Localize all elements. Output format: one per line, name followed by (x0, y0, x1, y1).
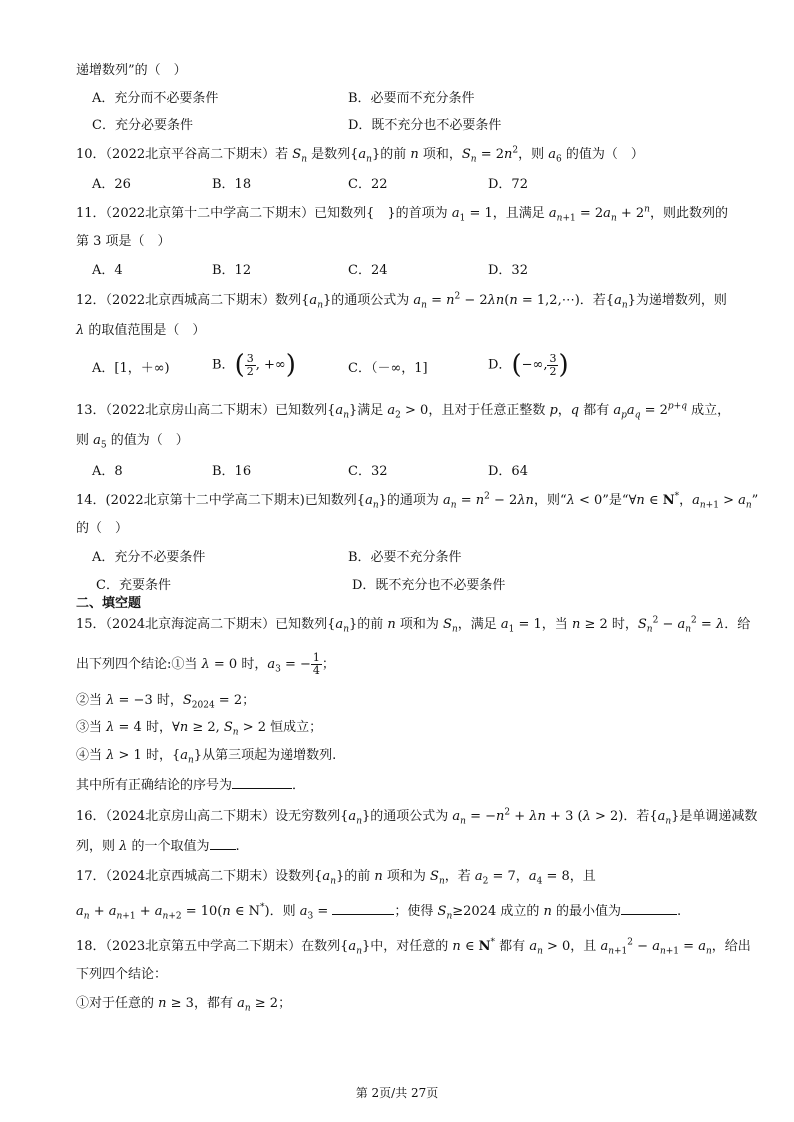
q15-number: 15． (76, 617, 106, 632)
answer-blank[interactable] (210, 837, 236, 850)
page-footer: 第 2页/共 27页 (355, 1086, 439, 1100)
q9-continuation: 递增数列”的（ ） (76, 63, 187, 78)
q18-source: （2023北京第五中学高二下期末） (105, 939, 302, 954)
q14-stem: 14．(2022北京第十二中学高二下期末)已知数列$\{a_n\}$的通项为 $a_n = n^2 - 2\lambda n$，则“λ < 0”是“∀n ∈ N*，$a_{n+1} > a_n$” (76, 491, 759, 511)
q17-stem-line2: $a_n + a_{n+1} + a_{n+2} = 10(n$ ∈ N*)．则 $a_3$ = ；使得 $S_n\ge 2024$ 成立的 n 的最小值为 . (76, 902, 682, 922)
q16-stem-line2: 列，则 λ 的一个取值为 . (76, 839, 240, 854)
q12-option-c: C．（－∞，1] (348, 361, 428, 376)
section-fill-in-blank: 二、填空题 (76, 596, 142, 611)
q12-stem-line2: λ 的取值范围是（ ） (76, 323, 206, 338)
q11-option-d: D．32 (488, 263, 528, 278)
q15-conclusion-1: 出下列四个结论:①当 λ = 0 时，$a_3$ = − $\frac{1}{4}$ ； (76, 651, 335, 677)
q13-option-c: C．32 (348, 464, 388, 479)
q15-source: （2024北京海淀高二下期末） (105, 617, 276, 632)
q10-option-a: A．26 (92, 177, 131, 192)
q11-option-c: C．24 (348, 263, 388, 278)
q16-stem: 16．（2024北京房山高二下期末）设无穷数列$\{a_n\}$的通项公式为 $a_n = -n^2 + \lambda n + 3$ (λ > 2)．若$\{a_n\}$是单调递减数 (76, 807, 758, 827)
q11-stem-line2: 第 3 项是（ ） (76, 234, 171, 249)
q15-stem: 15．（2024北京海淀高二下期末）已知数列$\{a_n\}$的前 n 项和为 $S_n$，满足 $a_1 = 1$，当 n ≥ 2 时，$S_n^2 - a_n^2 = \lambda$．给 (76, 615, 751, 635)
q14-stem-line2: 的（ ） (76, 521, 129, 536)
q15-question: 其中所有正确结论的序号为 ． (76, 778, 306, 793)
q9-option-c: C．充分必要条件 (92, 118, 193, 133)
q10-number: 10． (76, 147, 106, 162)
q10-option-c: C．22 (348, 177, 388, 192)
q16-number: 16． (76, 809, 106, 824)
q18-stem-line2: 下列四个结论： (76, 967, 168, 982)
q11-source: （2022北京第十二中学高二下期末） (105, 206, 315, 221)
q11-option-b: B．12 (212, 263, 252, 278)
q12-source: （2022北京西城高二下期末） (105, 293, 276, 308)
q11-number: 11． (76, 206, 106, 221)
q14-option-a: A．充分不必要条件 (92, 550, 206, 565)
q15-conclusion-4: ④当 λ > 1 时，$\{a_n\}$从第三项起为递增数列. (76, 748, 337, 766)
q12-option-d: D．(−∞, $\frac{3}{2}$ ) (488, 350, 569, 380)
q10-source: （2022北京平谷高二下期末） (105, 147, 276, 162)
answer-blank[interactable] (232, 776, 292, 789)
answer-blank[interactable] (332, 902, 394, 915)
q18-conclusion-1: ①对于任意的 n ≥ 3，都有 $a_n \ge 2$； (76, 996, 292, 1014)
q13-stem-line2: 则 $a_5$ 的值为（ ） (76, 433, 189, 451)
q12-option-a: A．[1，＋∞) (92, 361, 170, 376)
q14-option-c: C．充要条件 (96, 578, 171, 593)
q14-source: (2022北京第十二中学高二下期末) (105, 493, 305, 508)
q13-stem: 13．（2022北京房山高二下期末）已知数列$\{a_n\}$满足 $a_2 > 0$，且对于任意正整数 p，q 都有 $a_pa_q = 2^{p+q}$ 成立， (76, 401, 731, 421)
q17-stem: 17．（2024北京西城高二下期末）设数列$\{a_n\}$的前 n 项和为 $S_n$，若 $a_2 = 7$，$a_4 = 8$，且 (76, 869, 596, 887)
q9-option-d: D．既不充分也不必要条件 (348, 118, 502, 133)
q18-stem: 18．（2023北京第五中学高二下期末）在数列$\{a_n\}$中，对任意的 n ∈ N* 都有 $a_n > 0$，且 $a_{n+1}^2 - a_{n+1} = a_n$，给出 (76, 937, 751, 957)
q12-number: 12． (76, 293, 106, 308)
q12-stem: 12．（2022北京西城高二下期末）数列$\{a_n\}$的通项公式为 $a_n = n^2 - 2\lambda n(n$ = 1,2,⋯)．若$\{a_n\}$为递增数列，则 (76, 291, 727, 311)
q14-option-b: B．必要不充分条件 (348, 550, 462, 565)
q9-option-b: B．必要而不充分条件 (348, 91, 475, 106)
q13-option-a: A．8 (92, 464, 123, 479)
q14-number: 14． (76, 493, 106, 508)
q15-ask: 其中所有正确结论的序号为 (76, 778, 233, 793)
answer-blank[interactable] (621, 902, 677, 915)
q13-option-b: B．16 (212, 464, 252, 479)
q17-source: （2024北京西城高二下期末） (105, 869, 276, 884)
q14-option-d: D．既不充分也不必要条件 (352, 578, 506, 593)
q15-conclusion-3: ③当 λ = 4 时，∀n ≥ 2, $S_n > 2$ 恒成立； (76, 720, 323, 738)
q13-number: 13． (76, 403, 106, 418)
q15-conclusion-2: ②当 λ = −3 时，$S_{2024} = 2$； (76, 693, 256, 711)
q17-number: 17． (76, 869, 106, 884)
q10-option-d: D．72 (488, 177, 528, 192)
q12-option-b: B．( $\frac{3}{2}$ , +∞) (212, 350, 296, 380)
q13-source: （2022北京房山高二下期末） (105, 403, 276, 418)
q11-option-a: A．4 (92, 263, 123, 278)
q10-stem: 10．（2022北京平谷高二下期末）若 $S_n$ 是数列$\{a_n\}$的前 n 项和，$S_n = 2n^2$，则 $a_6$ 的值为（ ） (76, 145, 644, 165)
q11-stem: 11．（2022北京第十二中学高二下期末）已知数列{ }的首项为 $a_1 = 1$，且满足 $a_{n+1} = 2a_n + 2^n$，则此数列的 (76, 204, 728, 224)
q16-source: （2024北京房山高二下期末） (105, 809, 276, 824)
q10-option-b: B．18 (212, 177, 252, 192)
q9-option-a: A．充分而不必要条件 (92, 91, 219, 106)
q13-option-d: D．64 (488, 464, 528, 479)
q18-number: 18． (76, 939, 106, 954)
